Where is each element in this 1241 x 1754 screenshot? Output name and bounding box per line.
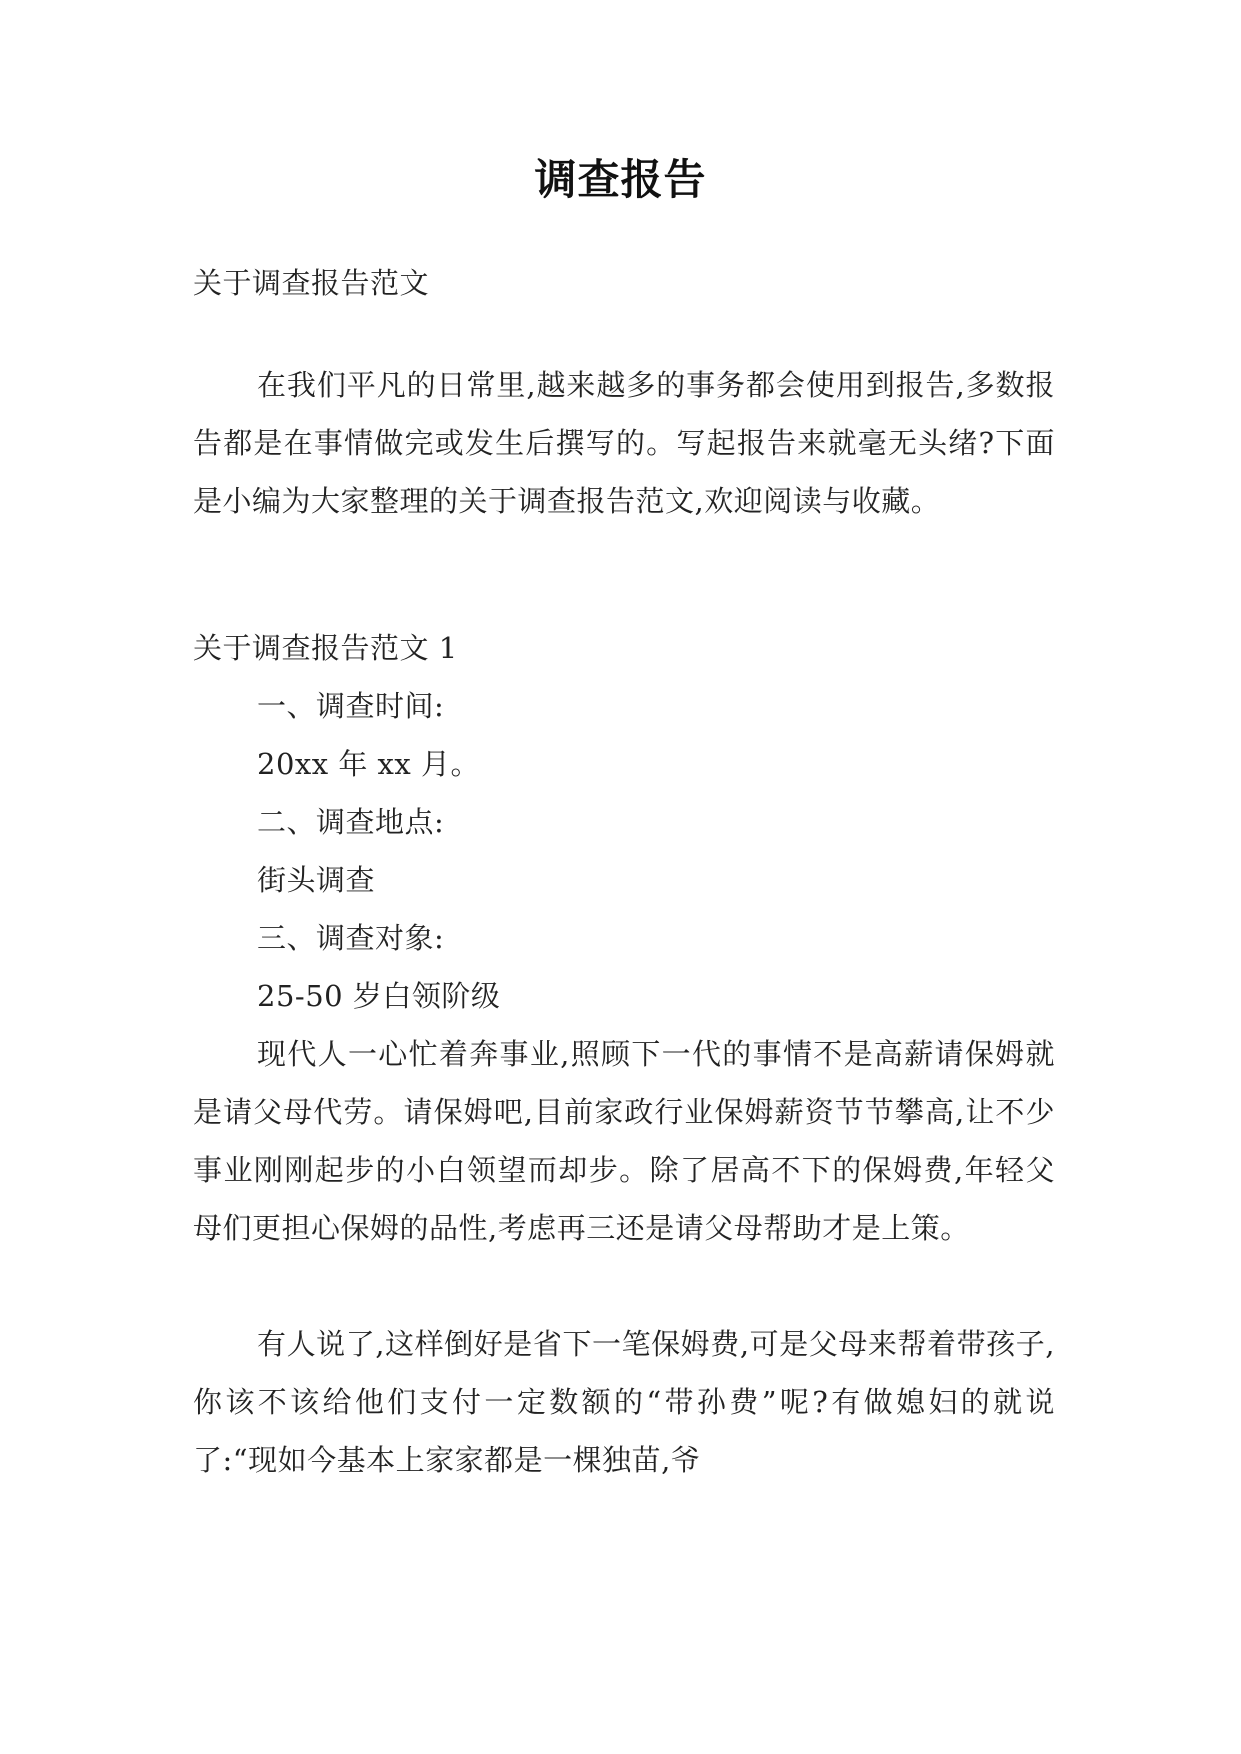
intro-paragraph: 在我们平凡的日常里,越来越多的事务都会使用到报告,多数报告都是在事情做完或发生后撰写的。写起报告来就毫无头绪?下面是小编为大家整理的关于调查报告范文,欢迎阅读与收藏。: [193, 368, 1055, 518]
document-title: 调查报告: [534, 155, 707, 204]
survey-subject-label: 三、调查对象:: [257, 921, 445, 955]
section-heading: 关于调查报告范文 1: [193, 631, 458, 665]
survey-location-value: 街头调查: [257, 863, 376, 897]
body-paragraph: 现代人一心忙着奔事业,照顾下一代的事情不是高薪请保姆就是请父母代劳。请保姆吧,目前家政行业保姆薪资节节攀高,让不少事业刚刚起步的小白领望而却步。除了居高不下的保姆费,年轻父母们更担心保姆的品性,考虑再三还是请父母帮助才是上策。: [193, 1037, 1055, 1245]
survey-time-value: 20xx 年 xx 月。: [257, 747, 480, 781]
body-paragraph: 有人说了,这样倒好是省下一笔保姆费,可是父母来帮着带孩子,你该不该给他们支付一定数额的“带孙费”呢?有做媳妇的就说了:“现如今基本上家家都是一棵独苗,爷: [193, 1327, 1055, 1477]
survey-location-label: 二、调查地点:: [257, 805, 445, 839]
survey-subject-value: 25-50 岁白领阶级: [257, 979, 501, 1013]
document-subtitle: 关于调查报告范文: [193, 266, 430, 300]
survey-time-label: 一、调查时间:: [257, 689, 445, 723]
